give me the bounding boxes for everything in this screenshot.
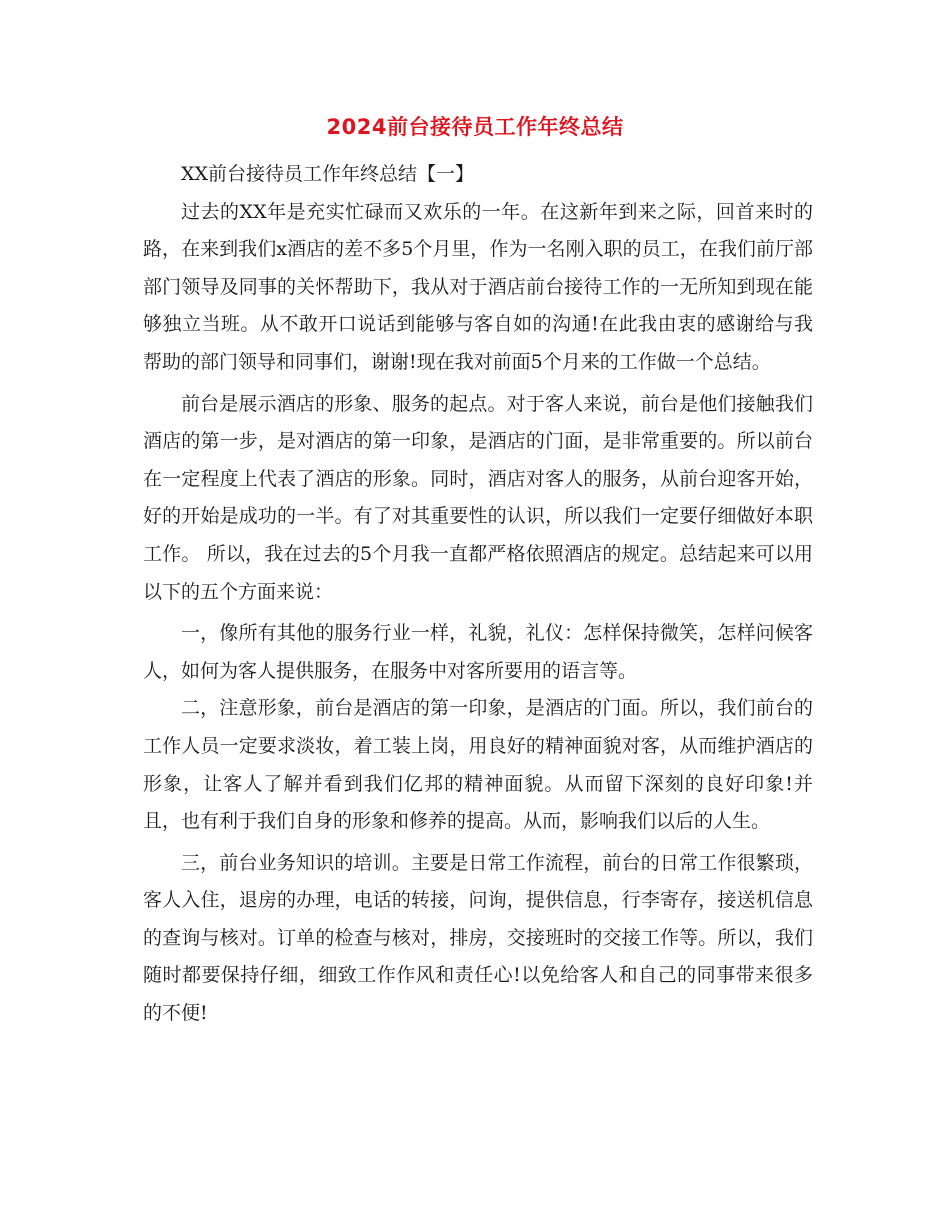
document-title: 2024前台接待员工作年终总结 [326,115,624,139]
document-body [143,156,813,1033]
paragraph-intro: 过去的XX年是充实忙碌而又欢乐的一年。在这新年到来之际，回首来时的路，在来到我们x酒店的差不多5个月里，作为一名刚入职的员工，在我们前厅部部门领导及同事的关怀帮助下，我从对于酒店前台接待工作的一无所知到现在能够独立当班。从不敢开口说话到能够与客自如的沟通!在此我由衷的感谢给与我帮助的部门领导和同事们，谢谢!现在我对前面5个月来的工作做一个总结。 [143,200,813,373]
paragraph-front-desk-role: 前台是展示酒店的形象、服务的起点。对于客人来说，前台是他们接触我们酒店的第一步，是对酒店的第一印象，是酒店的门面，是非常重要的。所以前台在一定程度上代表了酒店的形象。同时，酒店对客人的服务，从前台迎客开始，好的开始是成功的一半。有了对其重要性的认识，所以我们一定要仔细做好本职工作。 所以，我在过去的5个月我一直都严格依照酒店的规定。总结起来可以用以下的五个方面来说： [143,392,813,603]
section-heading: XX前台接待员工作年终总结【一】 [181,163,475,185]
paragraph-point-three: 三，前台业务知识的培训。主要是日常工作流程，前台的日常工作很繁琐，客人入住，退房的办理，电话的转接，问询，提供信息，行李寄存，接送机信息的查询与核对。订单的检查与核对，排房，交接班时的交接工作等。所以，我们随时都要保持仔细，细致工作作风和责任心!以免给客人和自己的同事带来很多的不便! [143,851,813,1025]
paragraph-point-two: 二，注意形象，前台是酒店的第一印象，是酒店的门面。所以，我们前台的工作人员一定要求淡妆，着工装上岗，用良好的精神面貌对客，从而维护酒店的形象，让客人了解并看到我们亿邦的精神面貌。从而留下深刻的良好印象!并且，也有利于我们自身的形象和修养的提高。从而，影响我们以后的人生。 [143,697,813,833]
paragraph-point-one: 一，像所有其他的服务行业一样，礼貌，礼仪：怎样保持微笑，怎样问候客人，如何为客人提供服务，在服务中对客所要用的语言等。 [143,622,813,682]
